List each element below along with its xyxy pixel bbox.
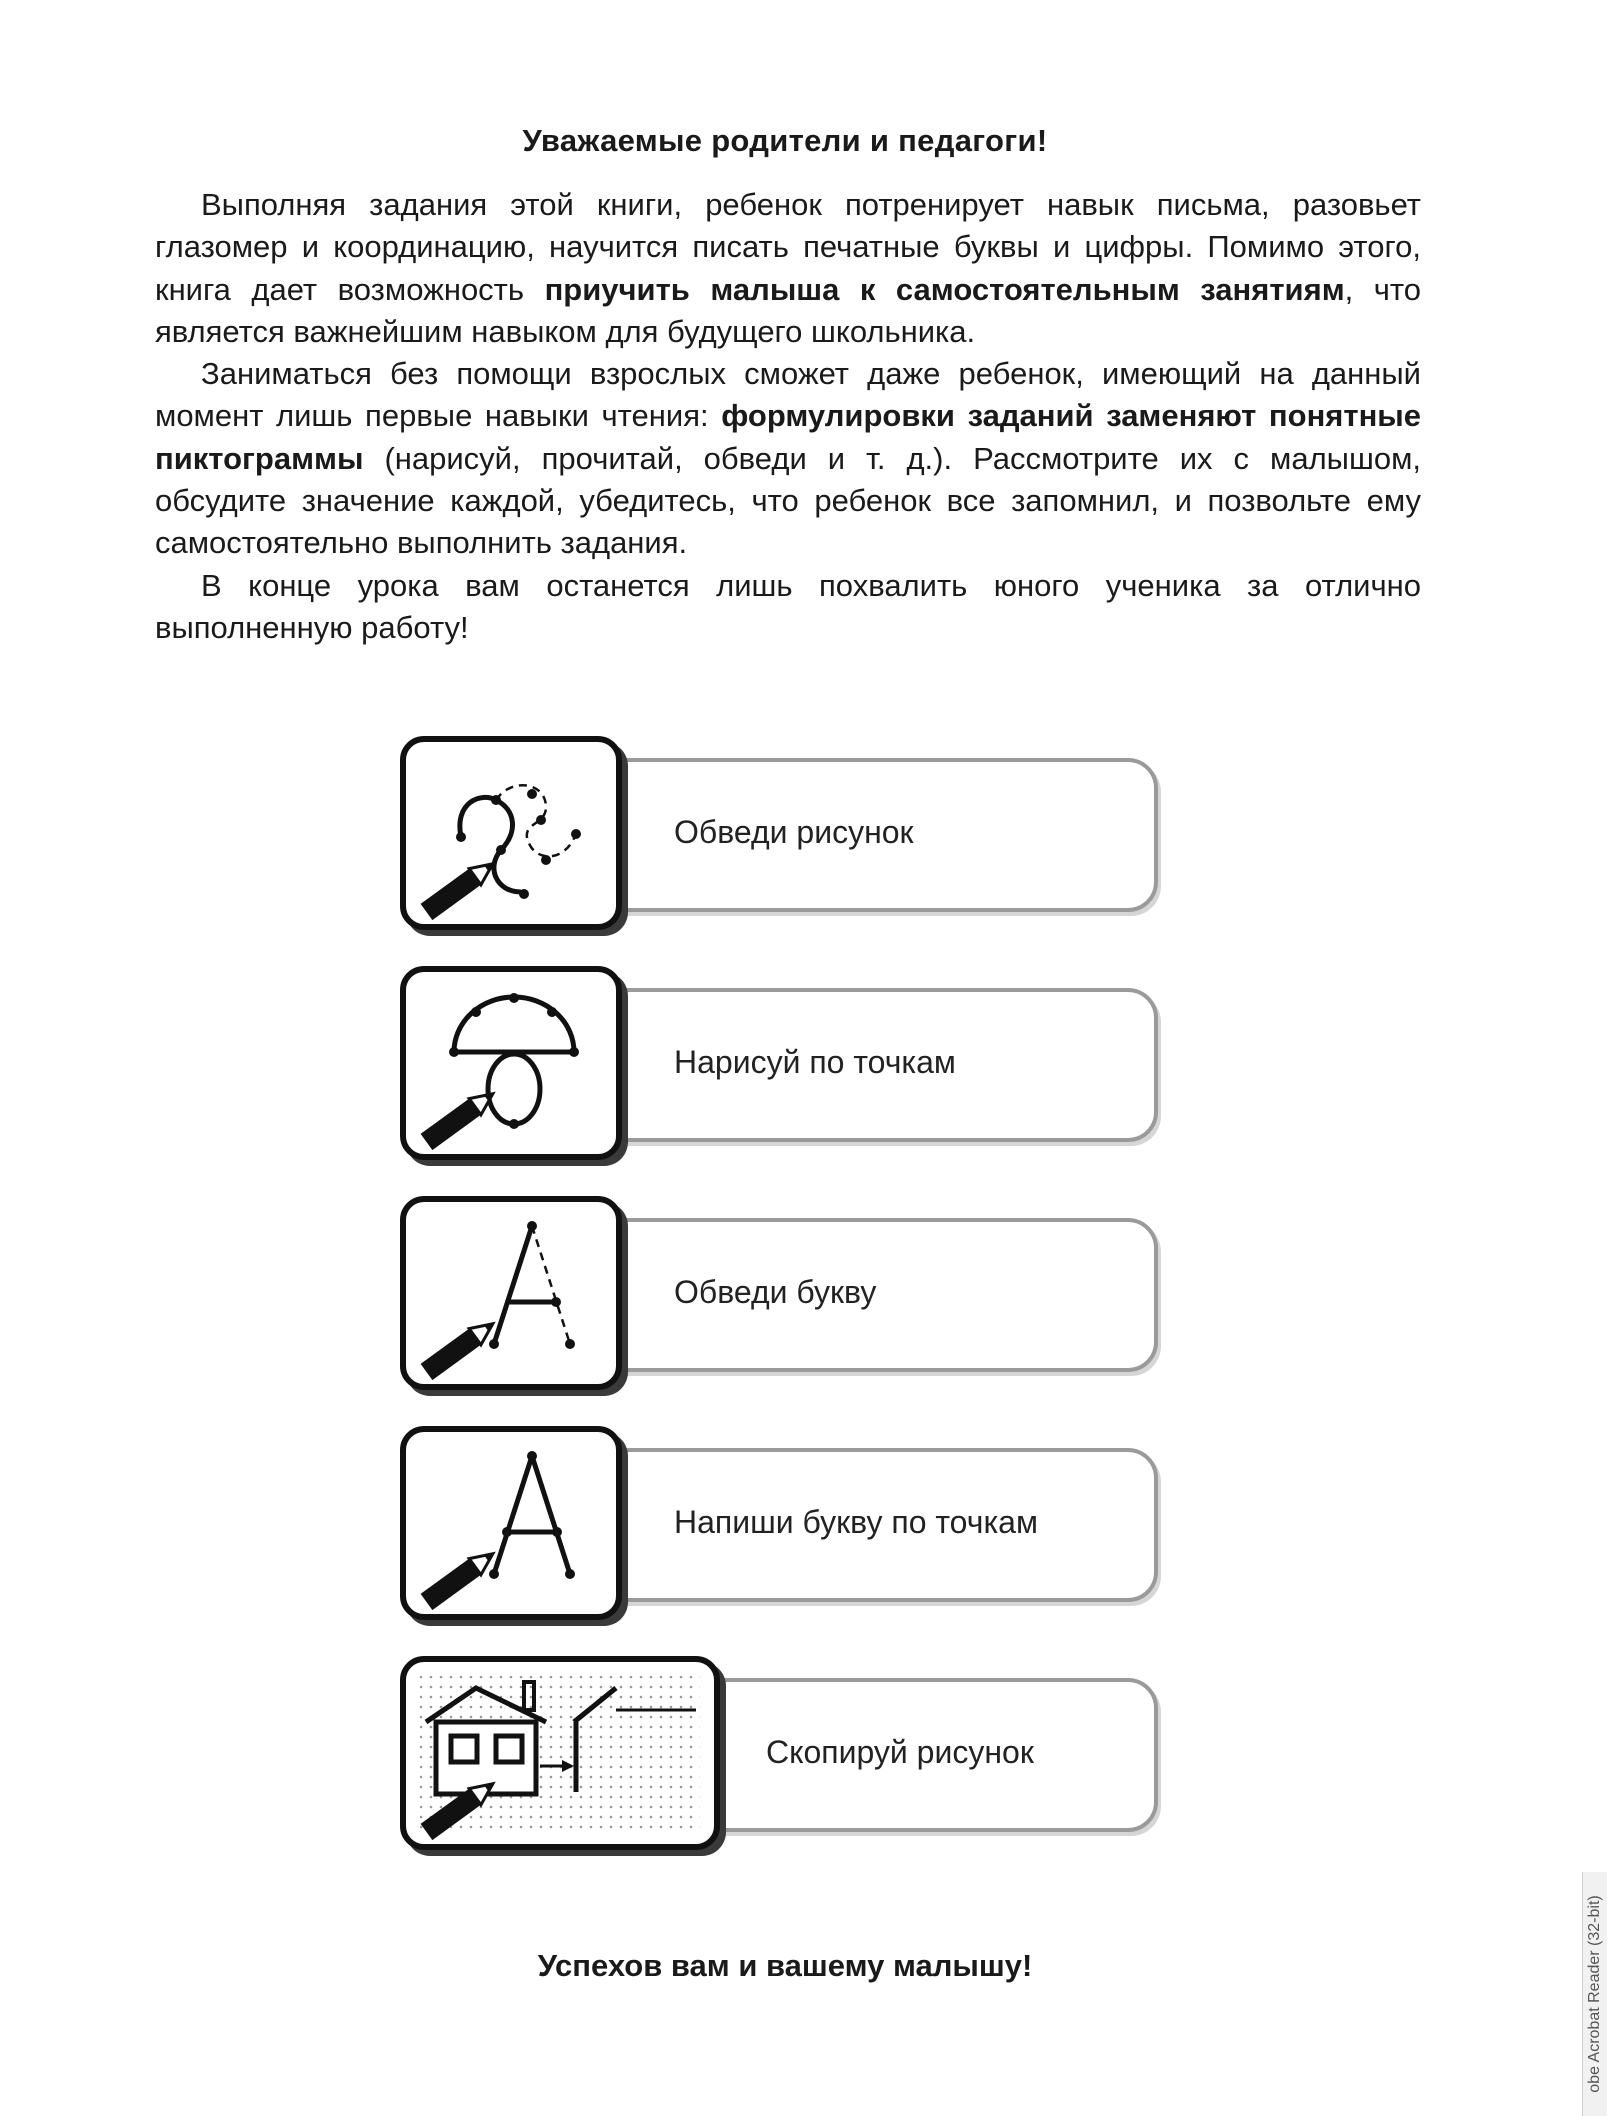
pictogram-label: Скопируй рисунок xyxy=(766,1734,1034,1770)
pictogram-label: Напиши букву по точкам xyxy=(674,1504,1038,1540)
pictogram-label-box xyxy=(690,1678,1158,1832)
page-title: Уважаемые родители и педагоги! xyxy=(522,123,1048,158)
side-tab-label: obe Acrobat Reader (32-bit) xyxy=(1586,1895,1603,2093)
trace-picture-icon xyxy=(400,736,622,930)
intro-paragraph: В конце урока вам останется лишь похвалить юного ученика за отлично выполненную работу! xyxy=(155,567,1421,645)
pictogram-row-trace-picture xyxy=(400,736,1170,936)
pictogram-label: Нарисуй по точкам xyxy=(674,1044,956,1080)
closing-text: Успехов вам и вашему малышу! xyxy=(537,1948,1033,1983)
pictogram-label: Обведи букву xyxy=(674,1274,877,1310)
intro-paragraph: Заниматься без помощи взрослых сможет даже ребенок, имеющий на данный момент лишь первые навыки чтения: формулировки заданий заменяют понятные пиктограммы (нарисуй, прочитай, обведи и т. д.). Рассмотрите их с малышом, обсудите значение каждой, убедитесь, что ребенок все запомнил, и позвольте ему самостоятельно выполнить задания. xyxy=(155,356,1422,561)
pictogram-label-box xyxy=(580,758,1158,912)
pictogram-label: Обведи рисунок xyxy=(674,814,914,850)
pictogram-label-box xyxy=(580,1218,1158,1372)
copy-picture-icon xyxy=(400,1656,720,1850)
pictogram-row-trace-letter xyxy=(400,1196,1170,1396)
trace-letter-icon xyxy=(400,1196,622,1390)
draw-by-dots-icon xyxy=(400,966,622,1160)
write-letter-by-dots-icon xyxy=(400,1426,622,1620)
pictogram-row-write-letter-by-dots xyxy=(400,1426,1170,1626)
pictogram-label-box xyxy=(580,1448,1158,1602)
intro-paragraph: Выполняя задания этой книги, ребенок потренирует навык письма, разовьет глазомер и координацию, научится писать печатные буквы и цифры. Помимо этого, книга дает возможность приучить малыша к самостоятельным занятиям, что является важнейшим навыком для будущего школьника. xyxy=(155,187,1422,349)
pictogram-row-copy-picture xyxy=(400,1656,1170,1856)
pictogram-label-box xyxy=(580,988,1158,1142)
intro-text xyxy=(155,184,1421,649)
side-tab[interactable] xyxy=(1582,1872,1607,2116)
pictogram-row-draw-by-dots xyxy=(400,966,1170,1166)
